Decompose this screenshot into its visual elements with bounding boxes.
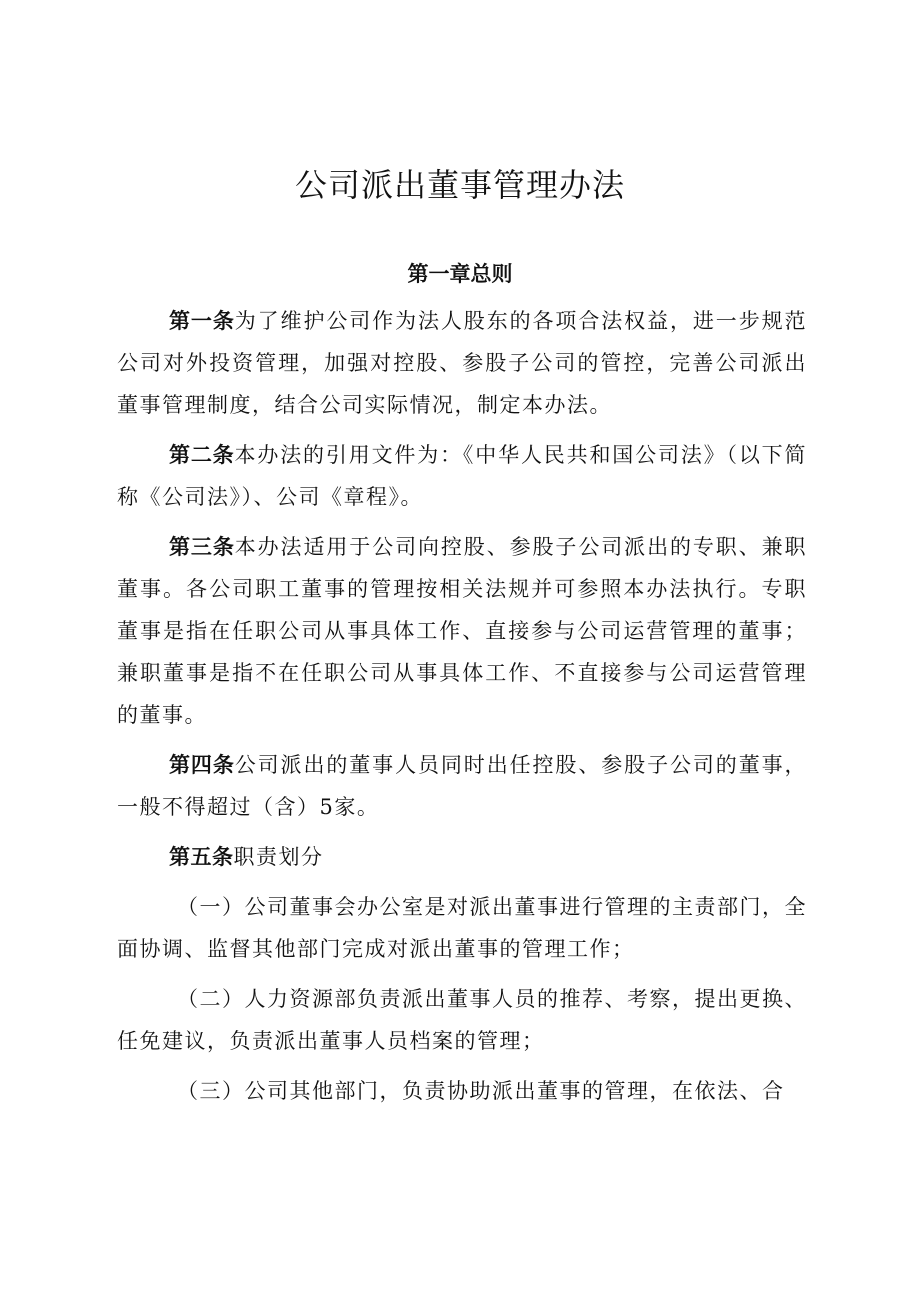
- document-title: 公司派出董事管理办法: [294, 166, 625, 204]
- article-4: [117, 744, 807, 828]
- sub-item-3: （三）公司其他部门，负责协助派出董事的管理，在依法、合: [177, 1079, 785, 1103]
- article-5: [117, 836, 807, 878]
- article-label: 第二条: [169, 443, 235, 467]
- article-label: 第一条: [169, 309, 235, 333]
- article-1: [117, 300, 807, 426]
- article-text: 本办法的引用文件为：《中华人民共和国公司法》（以下简称《公司法》）、公司《章程》。: [117, 443, 808, 509]
- chapter-heading: 第一章总则: [407, 262, 513, 286]
- article-label: 第三条: [169, 535, 235, 559]
- article-label: 第四条: [169, 753, 235, 777]
- article-text: 公司派出的董事人员同时出任控股、参股子公司的董事，一般不得超过（含）5家。: [117, 753, 808, 819]
- sub-item-2: （二）人力资源部负责派出董事人员的推荐、考察，提出更换、任免建议，负责派出董事人员档案的管理；: [117, 987, 807, 1053]
- article-text: 职责划分: [233, 845, 324, 869]
- document-body: [117, 300, 807, 1120]
- article-label: 第五条: [169, 845, 234, 869]
- sub-item-1: （一）公司董事会办公室是对派出董事进行管理的主责部门，全面协调、监督其他部门完成对派出董事的管理工作；: [117, 895, 807, 961]
- article-text: 为了维护公司作为法人股东的各项合法权益，进一步规范公司对外投资管理，加强对控股、参股子公司的管控，完善公司派出董事管理制度，结合公司实际情况，制定本办法。: [117, 309, 808, 417]
- article-3: [117, 526, 807, 736]
- article-2: [117, 434, 807, 518]
- article-text: 本办法适用于公司向控股、参股子公司派出的专职、兼职董事。各公司职工董事的管理按相关法规并可参照本办法执行。专职董事是指在任职公司从事具体工作、直接参与公司运营管理的董事；兼职董事是指不在任职公司从事具体工作、不直接参与公司运营管理的董事。: [117, 535, 808, 727]
